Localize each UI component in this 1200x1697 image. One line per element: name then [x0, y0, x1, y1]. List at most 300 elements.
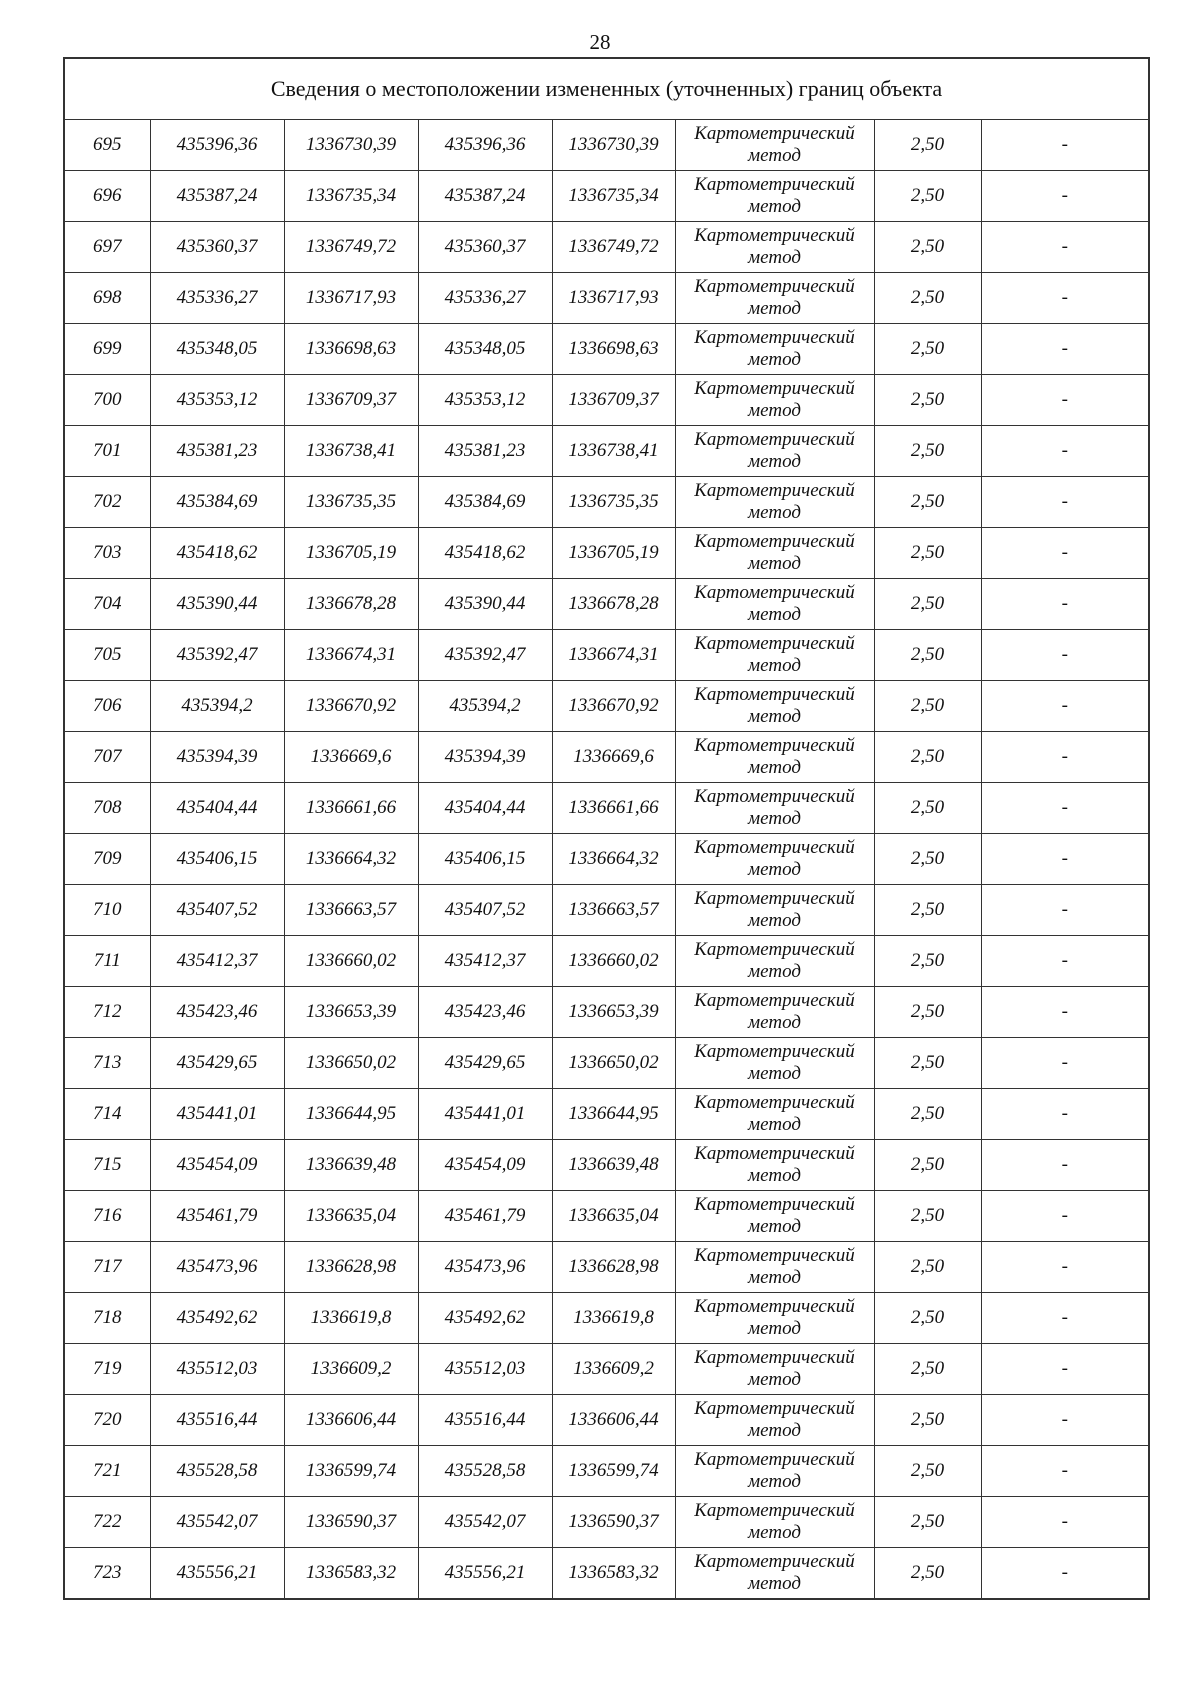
refined-x-cell: 435473,96	[418, 1242, 552, 1293]
method-line-1: Картометрический	[694, 939, 855, 960]
refined-y-cell: 1336678,28	[552, 579, 675, 630]
refined-x-cell: 435512,03	[418, 1344, 552, 1395]
method-cell	[675, 1446, 874, 1497]
existing-x-cell: 435512,03	[150, 1344, 284, 1395]
accuracy-cell: 2,50	[874, 1446, 981, 1497]
accuracy-cell: 2,50	[874, 1344, 981, 1395]
method-line-2: метод	[748, 502, 801, 523]
refined-y-cell: 1336670,92	[552, 681, 675, 732]
existing-y-cell: 1336644,95	[284, 1089, 418, 1140]
method-line-1: Картометрический	[694, 123, 855, 144]
refined-x-cell: 435392,47	[418, 630, 552, 681]
method-cell	[675, 528, 874, 579]
refined-y-cell: 1336749,72	[552, 222, 675, 273]
method-cell	[675, 1548, 874, 1600]
point-number-cell: 696	[64, 171, 150, 222]
point-number-cell: 703	[64, 528, 150, 579]
note-cell: -	[981, 1140, 1149, 1191]
table-row	[64, 987, 1149, 1038]
method-line-2: метод	[748, 859, 801, 880]
method-line-1: Картометрический	[694, 684, 855, 705]
note-cell: -	[981, 681, 1149, 732]
accuracy-cell: 2,50	[874, 1293, 981, 1344]
existing-x-cell: 435542,07	[150, 1497, 284, 1548]
table-title-row	[64, 58, 1149, 120]
method-cell	[675, 579, 874, 630]
method-cell	[675, 1140, 874, 1191]
accuracy-cell: 2,50	[874, 630, 981, 681]
existing-y-cell: 1336635,04	[284, 1191, 418, 1242]
note-cell: -	[981, 783, 1149, 834]
existing-y-cell: 1336669,6	[284, 732, 418, 783]
existing-y-cell: 1336709,37	[284, 375, 418, 426]
point-number-cell: 705	[64, 630, 150, 681]
method-cell	[675, 1293, 874, 1344]
note-cell: -	[981, 834, 1149, 885]
method-line-2: метод	[748, 706, 801, 727]
existing-x-cell: 435394,2	[150, 681, 284, 732]
existing-x-cell: 435360,37	[150, 222, 284, 273]
note-cell: -	[981, 1395, 1149, 1446]
table-row	[64, 1089, 1149, 1140]
method-line-2: метод	[748, 298, 801, 319]
table-row	[64, 171, 1149, 222]
accuracy-cell: 2,50	[874, 885, 981, 936]
table-row	[64, 324, 1149, 375]
table-row	[64, 1395, 1149, 1446]
method-cell	[675, 1395, 874, 1446]
refined-y-cell: 1336639,48	[552, 1140, 675, 1191]
refined-x-cell: 435516,44	[418, 1395, 552, 1446]
point-number-cell: 710	[64, 885, 150, 936]
refined-y-cell: 1336669,6	[552, 732, 675, 783]
note-cell: -	[981, 528, 1149, 579]
existing-y-cell: 1336599,74	[284, 1446, 418, 1497]
point-number-cell: 712	[64, 987, 150, 1038]
table-row	[64, 936, 1149, 987]
existing-x-cell: 435429,65	[150, 1038, 284, 1089]
point-number-cell: 695	[64, 120, 150, 171]
table-row	[64, 1242, 1149, 1293]
method-cell	[675, 630, 874, 681]
note-cell: -	[981, 1038, 1149, 1089]
refined-x-cell: 435542,07	[418, 1497, 552, 1548]
existing-y-cell: 1336670,92	[284, 681, 418, 732]
refined-y-cell: 1336730,39	[552, 120, 675, 171]
table-row	[64, 1038, 1149, 1089]
method-line-1: Картометрический	[694, 582, 855, 603]
accuracy-cell: 2,50	[874, 579, 981, 630]
method-line-2: метод	[748, 451, 801, 472]
method-cell	[675, 324, 874, 375]
method-line-2: метод	[748, 553, 801, 574]
existing-y-cell: 1336660,02	[284, 936, 418, 987]
method-cell	[675, 426, 874, 477]
method-line-2: метод	[748, 1318, 801, 1339]
method-cell	[675, 1191, 874, 1242]
accuracy-cell: 2,50	[874, 171, 981, 222]
point-number-cell: 706	[64, 681, 150, 732]
refined-y-cell: 1336735,35	[552, 477, 675, 528]
refined-x-cell: 435412,37	[418, 936, 552, 987]
refined-y-cell: 1336635,04	[552, 1191, 675, 1242]
method-line-2: метод	[748, 1522, 801, 1543]
table-row	[64, 1497, 1149, 1548]
method-line-1: Картометрический	[694, 480, 855, 501]
method-line-1: Картометрический	[694, 378, 855, 399]
table-row	[64, 1446, 1149, 1497]
existing-x-cell: 435406,15	[150, 834, 284, 885]
refined-y-cell: 1336644,95	[552, 1089, 675, 1140]
existing-y-cell: 1336619,8	[284, 1293, 418, 1344]
accuracy-cell: 2,50	[874, 1191, 981, 1242]
refined-x-cell: 435384,69	[418, 477, 552, 528]
refined-y-cell: 1336674,31	[552, 630, 675, 681]
refined-x-cell: 435441,01	[418, 1089, 552, 1140]
accuracy-cell: 2,50	[874, 783, 981, 834]
existing-x-cell: 435394,39	[150, 732, 284, 783]
point-number-cell: 721	[64, 1446, 150, 1497]
existing-y-cell: 1336639,48	[284, 1140, 418, 1191]
method-line-1: Картометрический	[694, 888, 855, 909]
point-number-cell: 713	[64, 1038, 150, 1089]
existing-x-cell: 435407,52	[150, 885, 284, 936]
refined-x-cell: 435387,24	[418, 171, 552, 222]
point-number-cell: 707	[64, 732, 150, 783]
method-cell	[675, 1242, 874, 1293]
refined-x-cell: 435396,36	[418, 120, 552, 171]
table-row	[64, 1140, 1149, 1191]
table-row	[64, 1293, 1149, 1344]
table-row	[64, 579, 1149, 630]
existing-x-cell: 435528,58	[150, 1446, 284, 1497]
method-line-2: метод	[748, 196, 801, 217]
refined-x-cell: 435360,37	[418, 222, 552, 273]
method-line-1: Картометрический	[694, 1194, 855, 1215]
method-line-2: метод	[748, 604, 801, 625]
table-row	[64, 375, 1149, 426]
refined-x-cell: 435556,21	[418, 1548, 552, 1600]
method-line-1: Картометрический	[694, 531, 855, 552]
existing-y-cell: 1336650,02	[284, 1038, 418, 1089]
refined-y-cell: 1336609,2	[552, 1344, 675, 1395]
method-line-2: метод	[748, 1369, 801, 1390]
table-row	[64, 1344, 1149, 1395]
method-cell	[675, 936, 874, 987]
page-number: 28	[589, 30, 611, 54]
note-cell: -	[981, 987, 1149, 1038]
note-cell: -	[981, 171, 1149, 222]
point-number-cell: 715	[64, 1140, 150, 1191]
existing-x-cell: 435516,44	[150, 1395, 284, 1446]
point-number-cell: 716	[64, 1191, 150, 1242]
existing-x-cell: 435381,23	[150, 426, 284, 477]
note-cell: -	[981, 1293, 1149, 1344]
table-row	[64, 426, 1149, 477]
refined-y-cell: 1336698,63	[552, 324, 675, 375]
method-line-1: Картометрический	[694, 1398, 855, 1419]
method-cell	[675, 477, 874, 528]
existing-x-cell: 435423,46	[150, 987, 284, 1038]
table-row	[64, 681, 1149, 732]
accuracy-cell: 2,50	[874, 375, 981, 426]
refined-y-cell: 1336661,66	[552, 783, 675, 834]
method-cell	[675, 1344, 874, 1395]
existing-y-cell: 1336678,28	[284, 579, 418, 630]
existing-y-cell: 1336749,72	[284, 222, 418, 273]
method-cell	[675, 1497, 874, 1548]
existing-x-cell: 435384,69	[150, 477, 284, 528]
note-cell: -	[981, 426, 1149, 477]
accuracy-cell: 2,50	[874, 681, 981, 732]
method-line-1: Картометрический	[694, 1041, 855, 1062]
accuracy-cell: 2,50	[874, 1395, 981, 1446]
existing-y-cell: 1336738,41	[284, 426, 418, 477]
accuracy-cell: 2,50	[874, 834, 981, 885]
accuracy-cell: 2,50	[874, 528, 981, 579]
table-row	[64, 783, 1149, 834]
method-cell	[675, 885, 874, 936]
refined-y-cell: 1336590,37	[552, 1497, 675, 1548]
method-line-1: Картометрический	[694, 786, 855, 807]
note-cell: -	[981, 477, 1149, 528]
existing-x-cell: 435492,62	[150, 1293, 284, 1344]
refined-y-cell: 1336709,37	[552, 375, 675, 426]
method-line-2: метод	[748, 757, 801, 778]
existing-x-cell: 435461,79	[150, 1191, 284, 1242]
point-number-cell: 723	[64, 1548, 150, 1600]
method-line-2: метод	[748, 961, 801, 982]
existing-y-cell: 1336606,44	[284, 1395, 418, 1446]
method-line-2: метод	[748, 1573, 801, 1594]
existing-y-cell: 1336735,34	[284, 171, 418, 222]
note-cell: -	[981, 579, 1149, 630]
existing-x-cell: 435418,62	[150, 528, 284, 579]
method-line-2: метод	[748, 1063, 801, 1084]
method-line-2: метод	[748, 1012, 801, 1033]
accuracy-cell: 2,50	[874, 222, 981, 273]
accuracy-cell: 2,50	[874, 426, 981, 477]
refined-x-cell: 435461,79	[418, 1191, 552, 1242]
accuracy-cell: 2,50	[874, 1140, 981, 1191]
accuracy-cell: 2,50	[874, 1089, 981, 1140]
note-cell: -	[981, 375, 1149, 426]
refined-y-cell: 1336738,41	[552, 426, 675, 477]
table-row	[64, 222, 1149, 273]
method-cell	[675, 375, 874, 426]
accuracy-cell: 2,50	[874, 324, 981, 375]
method-line-1: Картометрический	[694, 837, 855, 858]
existing-y-cell: 1336590,37	[284, 1497, 418, 1548]
refined-x-cell: 435394,2	[418, 681, 552, 732]
note-cell: -	[981, 1089, 1149, 1140]
refined-y-cell: 1336663,57	[552, 885, 675, 936]
note-cell: -	[981, 1242, 1149, 1293]
method-line-1: Картометрический	[694, 1092, 855, 1113]
point-number-cell: 709	[64, 834, 150, 885]
method-line-2: метод	[748, 1216, 801, 1237]
table-row	[64, 273, 1149, 324]
accuracy-cell: 2,50	[874, 120, 981, 171]
note-cell: -	[981, 1497, 1149, 1548]
existing-y-cell: 1336628,98	[284, 1242, 418, 1293]
refined-x-cell: 435407,52	[418, 885, 552, 936]
refined-y-cell: 1336660,02	[552, 936, 675, 987]
table-row	[64, 528, 1149, 579]
point-number-cell: 718	[64, 1293, 150, 1344]
accuracy-cell: 2,50	[874, 987, 981, 1038]
accuracy-cell: 2,50	[874, 1038, 981, 1089]
existing-y-cell: 1336583,32	[284, 1548, 418, 1600]
method-line-1: Картометрический	[694, 633, 855, 654]
method-line-2: метод	[748, 400, 801, 421]
refined-x-cell: 435394,39	[418, 732, 552, 783]
note-cell: -	[981, 885, 1149, 936]
note-cell: -	[981, 324, 1149, 375]
method-cell	[675, 783, 874, 834]
point-number-cell: 722	[64, 1497, 150, 1548]
accuracy-cell: 2,50	[874, 1497, 981, 1548]
existing-x-cell: 435404,44	[150, 783, 284, 834]
refined-x-cell: 435336,27	[418, 273, 552, 324]
refined-y-cell: 1336619,8	[552, 1293, 675, 1344]
table-body	[64, 58, 1149, 1599]
note-cell: -	[981, 732, 1149, 783]
table-title: Сведения о местоположении измененных (уточненных) границ объекта	[64, 58, 1149, 120]
boundary-coordinates-table	[63, 57, 1150, 1600]
method-line-1: Картометрический	[694, 1551, 855, 1572]
point-number-cell: 719	[64, 1344, 150, 1395]
refined-y-cell: 1336583,32	[552, 1548, 675, 1600]
method-cell	[675, 681, 874, 732]
refined-y-cell: 1336717,93	[552, 273, 675, 324]
method-cell	[675, 120, 874, 171]
point-number-cell: 697	[64, 222, 150, 273]
point-number-cell: 704	[64, 579, 150, 630]
existing-y-cell: 1336735,35	[284, 477, 418, 528]
method-cell	[675, 171, 874, 222]
refined-x-cell: 435348,05	[418, 324, 552, 375]
accuracy-cell: 2,50	[874, 1548, 981, 1600]
method-line-1: Картометрический	[694, 1143, 855, 1164]
method-line-1: Картометрический	[694, 225, 855, 246]
point-number-cell: 720	[64, 1395, 150, 1446]
point-number-cell: 711	[64, 936, 150, 987]
existing-x-cell: 435473,96	[150, 1242, 284, 1293]
refined-y-cell: 1336735,34	[552, 171, 675, 222]
method-line-2: метод	[748, 1420, 801, 1441]
existing-x-cell: 435412,37	[150, 936, 284, 987]
refined-x-cell: 435528,58	[418, 1446, 552, 1497]
refined-x-cell: 435381,23	[418, 426, 552, 477]
existing-y-cell: 1336663,57	[284, 885, 418, 936]
existing-y-cell: 1336653,39	[284, 987, 418, 1038]
method-line-2: метод	[748, 349, 801, 370]
method-line-1: Картометрический	[694, 174, 855, 195]
refined-x-cell: 435390,44	[418, 579, 552, 630]
point-number-cell: 698	[64, 273, 150, 324]
accuracy-cell: 2,50	[874, 1242, 981, 1293]
existing-x-cell: 435348,05	[150, 324, 284, 375]
existing-x-cell: 435336,27	[150, 273, 284, 324]
table-row	[64, 1191, 1149, 1242]
method-line-1: Картометрический	[694, 1296, 855, 1317]
method-line-2: метод	[748, 145, 801, 166]
point-number-cell: 700	[64, 375, 150, 426]
existing-x-cell: 435441,01	[150, 1089, 284, 1140]
method-line-1: Картометрический	[694, 1500, 855, 1521]
refined-x-cell: 435418,62	[418, 528, 552, 579]
method-line-1: Картометрический	[694, 429, 855, 450]
refined-x-cell: 435429,65	[418, 1038, 552, 1089]
method-line-1: Картометрический	[694, 990, 855, 1011]
note-cell: -	[981, 630, 1149, 681]
method-line-1: Картометрический	[694, 327, 855, 348]
method-line-1: Картометрический	[694, 735, 855, 756]
existing-x-cell: 435390,44	[150, 579, 284, 630]
table-row	[64, 120, 1149, 171]
point-number-cell: 699	[64, 324, 150, 375]
method-line-2: метод	[748, 1165, 801, 1186]
method-cell	[675, 732, 874, 783]
method-line-1: Картометрический	[694, 1245, 855, 1266]
refined-x-cell: 435492,62	[418, 1293, 552, 1344]
point-number-cell: 701	[64, 426, 150, 477]
method-cell	[675, 222, 874, 273]
refined-y-cell: 1336705,19	[552, 528, 675, 579]
note-cell: -	[981, 222, 1149, 273]
method-line-2: метод	[748, 1471, 801, 1492]
table-row	[64, 732, 1149, 783]
existing-y-cell: 1336730,39	[284, 120, 418, 171]
refined-y-cell: 1336606,44	[552, 1395, 675, 1446]
existing-y-cell: 1336664,32	[284, 834, 418, 885]
refined-x-cell: 435406,15	[418, 834, 552, 885]
existing-y-cell: 1336705,19	[284, 528, 418, 579]
point-number-cell: 702	[64, 477, 150, 528]
note-cell: -	[981, 1548, 1149, 1600]
table-row	[64, 834, 1149, 885]
method-cell	[675, 1038, 874, 1089]
method-cell	[675, 987, 874, 1038]
note-cell: -	[981, 120, 1149, 171]
point-number-cell: 708	[64, 783, 150, 834]
note-cell: -	[981, 936, 1149, 987]
accuracy-cell: 2,50	[874, 732, 981, 783]
accuracy-cell: 2,50	[874, 936, 981, 987]
note-cell: -	[981, 1344, 1149, 1395]
method-line-2: метод	[748, 910, 801, 931]
note-cell: -	[981, 1191, 1149, 1242]
method-line-2: метод	[748, 247, 801, 268]
refined-x-cell: 435404,44	[418, 783, 552, 834]
existing-x-cell: 435353,12	[150, 375, 284, 426]
method-line-1: Картометрический	[694, 276, 855, 297]
method-line-2: метод	[748, 1267, 801, 1288]
refined-x-cell: 435423,46	[418, 987, 552, 1038]
table-row	[64, 885, 1149, 936]
accuracy-cell: 2,50	[874, 477, 981, 528]
method-line-2: метод	[748, 808, 801, 829]
refined-y-cell: 1336628,98	[552, 1242, 675, 1293]
refined-y-cell: 1336653,39	[552, 987, 675, 1038]
existing-x-cell: 435556,21	[150, 1548, 284, 1600]
existing-y-cell: 1336609,2	[284, 1344, 418, 1395]
table-row	[64, 630, 1149, 681]
point-number-cell: 714	[64, 1089, 150, 1140]
point-number-cell: 717	[64, 1242, 150, 1293]
refined-y-cell: 1336650,02	[552, 1038, 675, 1089]
